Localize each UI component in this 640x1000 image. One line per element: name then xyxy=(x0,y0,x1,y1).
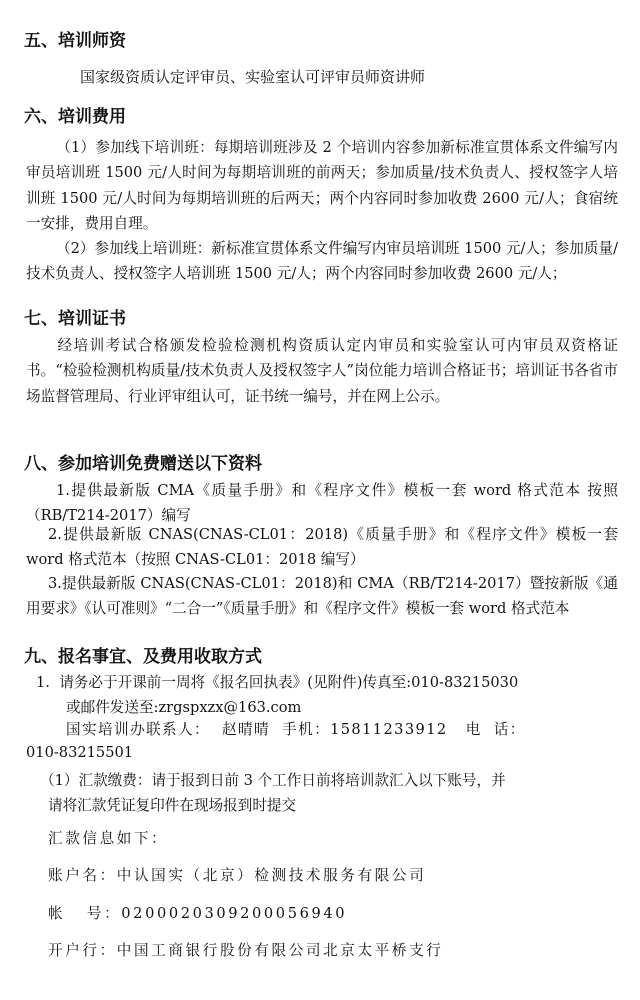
payment-instruction-line: （1）汇款缴费：请于报到日前 3 个工作日前将培训款汇入以下账号，并 xyxy=(40,772,506,789)
section-6-heading: 六、培训费用 xyxy=(24,107,126,127)
section-6-paragraph-1 xyxy=(26,135,618,236)
bank-branch-line: 开户行：中国工商银行股份有限公司北京太平桥支行 xyxy=(48,942,444,959)
section-8-item-1 xyxy=(26,478,618,529)
section-5-heading: 五、培训师资 xyxy=(24,31,126,51)
section-8-item-3-text: 3.提供最新版 CNAS(CNAS-CL01：2018)和 CMA（RB/T214-2017）暨按新版《通用要求》《认可准则》“二合一”《质量手册》和《程序文件》模板一套 word 格式范本 xyxy=(26,575,618,618)
section-6-paragraph-2 xyxy=(26,236,618,287)
section-6-paragraph-2-text: （2）参加线上培训班：新标准宣贯体系文件编写内审员培训班 1500 元/人；参加质量/技术负责人、授权签字人培训班 1500 元/人；两个内容同时参加收费 2600 元/人； xyxy=(26,240,618,283)
section-8-heading: 八、参加培训免费赠送以下资料 xyxy=(24,454,262,474)
section-7-heading: 七、培训证书 xyxy=(24,309,126,329)
section-5-text: 国家级资质认定评审员、实验室认可评审员师资讲师 xyxy=(80,68,426,86)
registration-fax-line: 1. 请务必于开课前一周将《报名回执表》(见附件)传真至:010-83215030 xyxy=(36,674,519,691)
section-7-paragraph-text: 经培训考试合格颁发检验检测机构资质认定内审员和实验室认可内审员双资格证书。“检验检测机构质量/技术负责人及授权签字人”岗位能力培训合格证书；培训证书各省市场监督管理局、行业评审组认可，证书统一编号，并在网上公示。 xyxy=(26,337,618,405)
contact-line: 国实培训办联系人： 赵晴晴 手机：15811233912 电 话： xyxy=(66,721,526,738)
registration-email-line: 或邮件发送至:zrgspxzx@163.com xyxy=(66,699,302,716)
account-name-line: 账户名：中认国实（北京）检测技术服务有限公司 xyxy=(48,867,427,884)
section-8-item-3 xyxy=(26,571,618,622)
remittance-info-label: 汇款信息如下： xyxy=(48,830,169,847)
contact-phone-line: 010-83215501 xyxy=(26,744,134,761)
section-7-paragraph xyxy=(26,333,618,409)
section-6-paragraph-1-text: （1）参加线下培训班：每期培训班涉及 2 个培训内容参加新标准宣贯体系文件编写内审员培训班 1500 元/人时间为每期培训班的前两天；参加质量/技术负责人、授权签字人培训班 1500 元/人时间为每期培训班的后两天；两个内容同时参加收费 2600 元/人；食宿统一安排，费用自理。 xyxy=(26,139,618,232)
section-9-heading: 九、报名事宜、及费用收取方式 xyxy=(24,647,262,667)
section-8-item-2 xyxy=(26,522,618,573)
account-number-line: 帐 号：0200020309200056940 xyxy=(48,905,348,922)
section-8-item-1-text: 1.提供最新版 CMA《质量手册》和《程序文件》模板一套 word 格式范本 按照（RB/T214-2017）编写 xyxy=(26,482,618,525)
payment-instruction-line-2: 请将汇款凭证复印件在现场报到时提交 xyxy=(48,797,297,814)
section-8-item-2-text: 2.提供最新版 CNAS(CNAS-CL01：2018)《质量手册》和《程序文件》模板一套 word 格式范本（按照 CNAS-CL01：2018 编写） xyxy=(26,526,618,569)
